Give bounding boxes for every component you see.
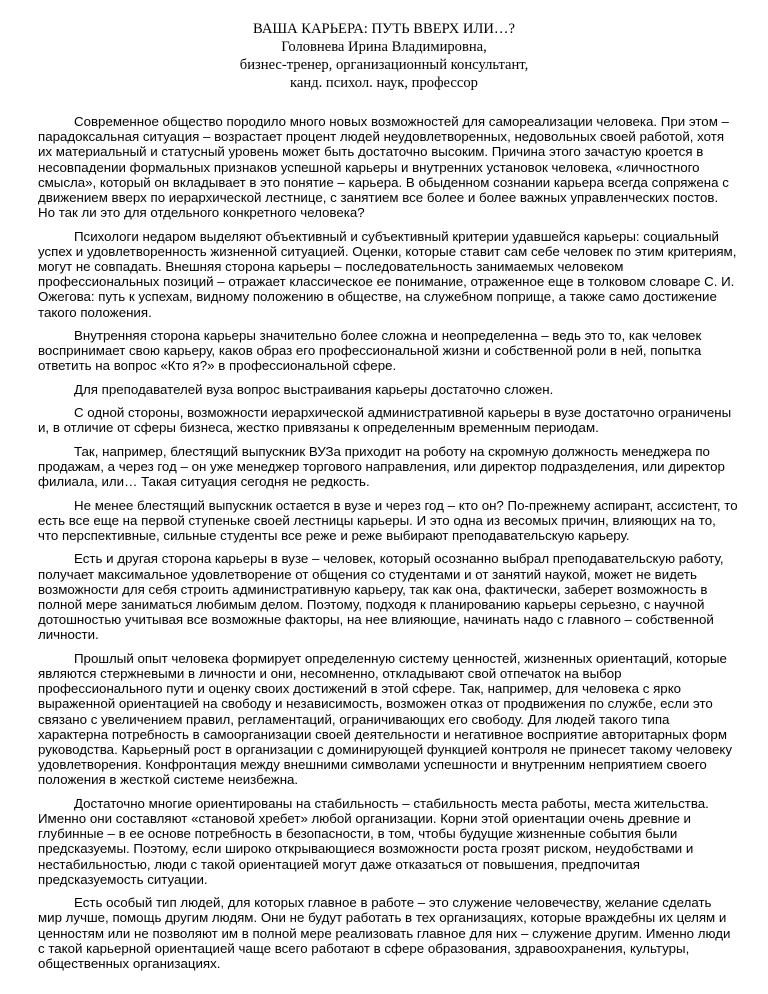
author-degree: канд. психол. наук, профессор (290, 75, 478, 91)
author-position: бизнес-тренер, организационный консультант, (239, 57, 529, 73)
paragraph: Для преподавателей вуза вопрос выстраивания карьеры достаточно сложен. (74, 381, 554, 397)
paragraph: Психологи недаром выделяют объективный и субъективный критерии удавшейся карьеры: социальный успех и удовлетворенность жизненной ситуацией. Оценки, которые ставит сам себе человек по этим критериям, могут не совпадать. Внешняя сторона карьеры – последовательность занимаемых человеком профессиональных позиций – отражает классическое ее понимание, отраженное еще в толковом словаре С. И. Ожегова: путь к успехам, видному положению в обществе, на служебном поприще, а также само достижение такого положения. (38, 228, 737, 320)
paragraph: Так, например, блестящий выпускник ВУЗа приходит на роботу на скромную должность менеджера по продажам, а через год – он уже менеджер торгового направления, или директор подразделения, или директор филиала, или… Такая ситуация сегодня не редкость. (38, 443, 725, 490)
paragraph: Современное общество породило много новых возможностей для самореализации человека. При этом – парадоксальная ситуация – возрастает процент людей неудовлетворенных, недовольных своей работой, хотя их материальный и статусный уровень может быть достаточно высоким. Причина этого зачастую кроется в несовпадении формальных признаков успешной карьеры и внутренних установок человека, «личностного смысла», который он вкладывает в это понятие – карьера. В обыденном сознании карьера всегда сопряжена с движением вверх по иерархической лестнице, с занятием все более и более важных управленческих постов. Но так ли это для отдельного конкретного человека? (38, 114, 729, 221)
article-body (38, 114, 738, 979)
paragraph: Есть особый тип людей, для которых главное в работе – это служение человечеству, желание сделать мир лучше, помощь другим людям. Они не будут работать в тех организациях, которые враждебны их целям и ценностям или не позволяют им в полной мере реализовать главное для них – служение другим. Именно люди с такой карьерной ориентацией чаще всего работают в сфере образования, здравоохранения, культуры, общественных организациях. (38, 895, 731, 972)
paragraph: С одной стороны, возможности иерархической административной карьеры в вузе достаточно ограничены и, в отличие от сферы бизнеса, жестко привязаны к определенным временным периодам. (38, 405, 732, 436)
paragraph: Достаточно многие ориентированы на стабильность – стабильность места работы, места жительства. Именно они составляют «становой хребет» любой организации. Корни этой ориентации очень древние и глубинные – в ее основе потребность в безопасности, в том, чтобы будущие жизненные события были предсказуемы. Поэтому, если широко открывающиеся возможности роста грозят риском, неудобствами и нестабильностью, люди с такой ориентацией могут даже отказаться от повышения, предпочитая предсказуемость ситуации. (38, 795, 709, 887)
author-name: Головнева Ирина Владимировна, (281, 39, 487, 55)
paragraph: Есть и другая сторона карьеры в вузе – человек, который осознанно выбрал преподавательскую работу, получает максимальное удовлетворение от общения со студентами и от занятий наукой, может не видеть возможности для себя строить административную карьеру, так как она, фактически, заберет возможность в полной мере заниматься любимым делом. Поэтому, подходя к планированию карьеры серьезно, с научной дотошностью учитывая все возможные факторы, на нее влияющие, начинать надо с главного – собственной личности. (38, 551, 724, 643)
article-header (0, 20, 768, 92)
paragraph: Не менее блестящий выпускник остается в вузе и через год – кто он? По-прежнему аспирант, ассистент, то есть все еще на первой ступеньке своей лестницы карьеры. И это одна из весомых причин, влияющих на то, что перспективные, сильные студенты все реже и реже выбирают преподавательскую карьеру. (38, 497, 738, 543)
paragraph: Прошлый опыт человека формирует определенную систему ценностей, жизненных ориентаций, которые являются стержневыми в личности и они, несомненно, откладывают свой отпечаток на выбор профессионального пути и оценку своих достижений в этой сфере. Так, например, для человека с ярко выраженной ориентацией на свободу и независимость, возможен отказ от продвижения по службе, если это связано с увеличением правил, регламентаций, ограничивающих его свободу. Для людей такого типа характерна потребность в самоорганизации своей деятельности и негативное восприятие авторитарных форм руководства. Карьерный рост в организации с доминирующей функцией контроля не принесет такому человеку удовлетворения. Конфронтация между внешними символами успешности и внутренним неприятием своего положения в жесткой системе неизбежна. (38, 650, 733, 788)
article-title: ВАША КАРЬЕРА: ПУТЬ ВВЕРХ ИЛИ…? (253, 21, 515, 37)
paragraph: Внутренняя сторона карьеры значительно более сложна и неопределенна – ведь это то, как человек воспринимает свою карьеру, каков образ его профессиональной жизни и собственной роли в ней, попытка ответить на вопрос «Кто я?» в профессиональной сфере. (38, 328, 702, 374)
